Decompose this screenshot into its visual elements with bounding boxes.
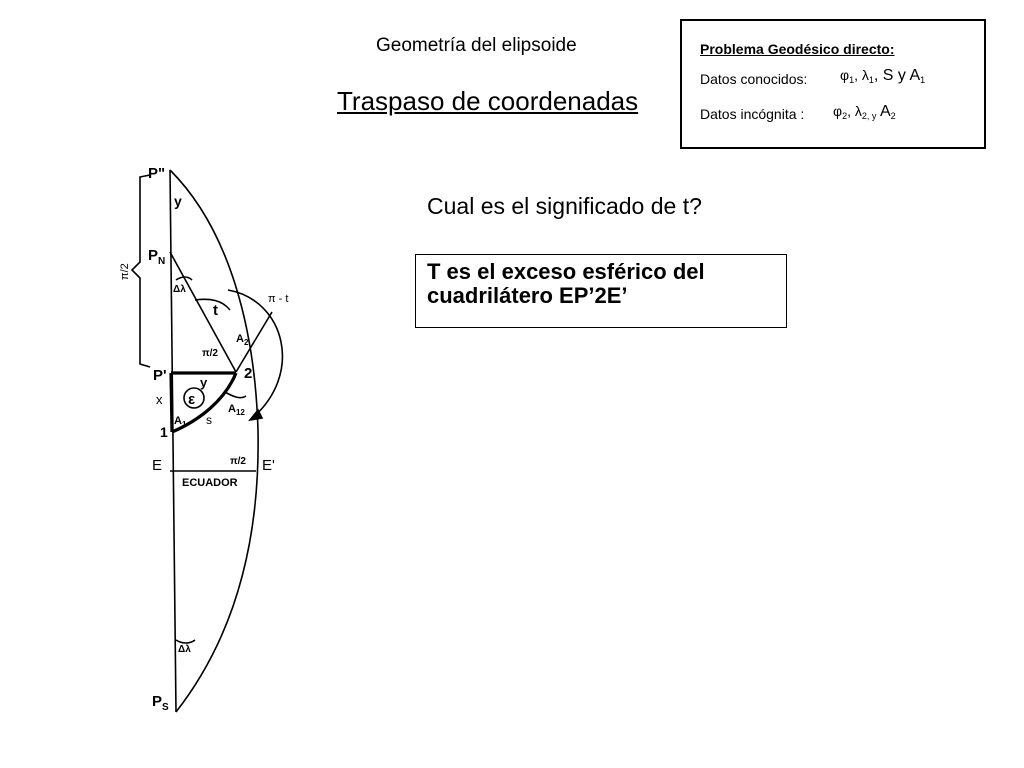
label-e: E xyxy=(152,457,163,474)
unknown-rest: A xyxy=(876,103,891,120)
label-pi-half-left: π/2 xyxy=(119,263,131,280)
label-a2: $A_2$ xyxy=(236,333,249,347)
label-epsilon: ε xyxy=(188,391,196,408)
label-point-1: 1 xyxy=(160,424,168,440)
label-ps: $P_S$ xyxy=(152,693,169,713)
unknown-lambda: λ xyxy=(854,103,862,119)
question-text: Cual es el significado de t? xyxy=(427,193,702,219)
p-prime-to-1 xyxy=(171,373,172,432)
label-t: t xyxy=(213,302,218,319)
problem-heading: Problema Geodésico directo: xyxy=(700,41,895,57)
known-phi: φ xyxy=(840,67,850,83)
label-pi-half-eq: π/2 xyxy=(230,456,246,467)
label-e-prime: E' xyxy=(262,457,275,474)
label-delta-lambda-bottom: Δλ xyxy=(178,644,191,655)
known-phi-sub: 1 xyxy=(849,75,855,85)
known-rest: , S y A xyxy=(873,67,921,84)
answer-text: T es el exceso esférico del cuadrilátero EP’2E’ xyxy=(427,259,705,308)
label-pi-half-mid: π/2 xyxy=(202,348,218,359)
known-data-label: Datos conocidos: xyxy=(700,71,808,87)
page-title: Traspaso de coordenadas xyxy=(337,86,639,116)
unknown-phi-sub: 2 xyxy=(842,111,848,121)
label-pn: $P_N$ xyxy=(148,247,166,267)
delta-lambda-arc-bottom xyxy=(176,640,195,643)
pi-minus-t-arc xyxy=(228,290,282,420)
a12-arc xyxy=(225,392,246,398)
unknown-a-sub: 2 xyxy=(890,111,896,121)
label-p-prime: P' xyxy=(153,367,167,384)
label-y-top: y xyxy=(174,193,182,209)
unknown-phi: φ xyxy=(833,103,843,119)
central-meridian xyxy=(170,170,176,712)
unknown-data-label: Datos incógnita : xyxy=(700,106,805,122)
label-a12: $A_{12}$ xyxy=(228,403,245,417)
label-ecuador: ECUADOR xyxy=(182,477,238,489)
label-p-double-prime: P" xyxy=(148,165,166,182)
label-pi-minus-t: π - t xyxy=(268,293,289,305)
unknown-sep: , xyxy=(847,103,855,119)
known-lambda: λ xyxy=(861,67,869,83)
known-a-sub: 1 xyxy=(920,75,926,85)
unknown-lambda-sub: 2, y xyxy=(861,111,877,121)
pi-half-brace xyxy=(132,175,150,367)
ellipse-arc xyxy=(170,170,258,712)
label-y-mid: y xyxy=(200,375,208,390)
label-point-2: 2 xyxy=(244,365,253,382)
known-sep: , xyxy=(854,67,862,83)
known-lambda-sub: 1 xyxy=(868,75,874,85)
page-subtitle: Geometría del elipsoide xyxy=(376,35,577,56)
label-x: x xyxy=(156,392,163,407)
label-delta-lambda-top: Δλ xyxy=(173,284,186,295)
label-a1: $A_1$ xyxy=(174,415,187,429)
label-s: s xyxy=(206,413,212,427)
